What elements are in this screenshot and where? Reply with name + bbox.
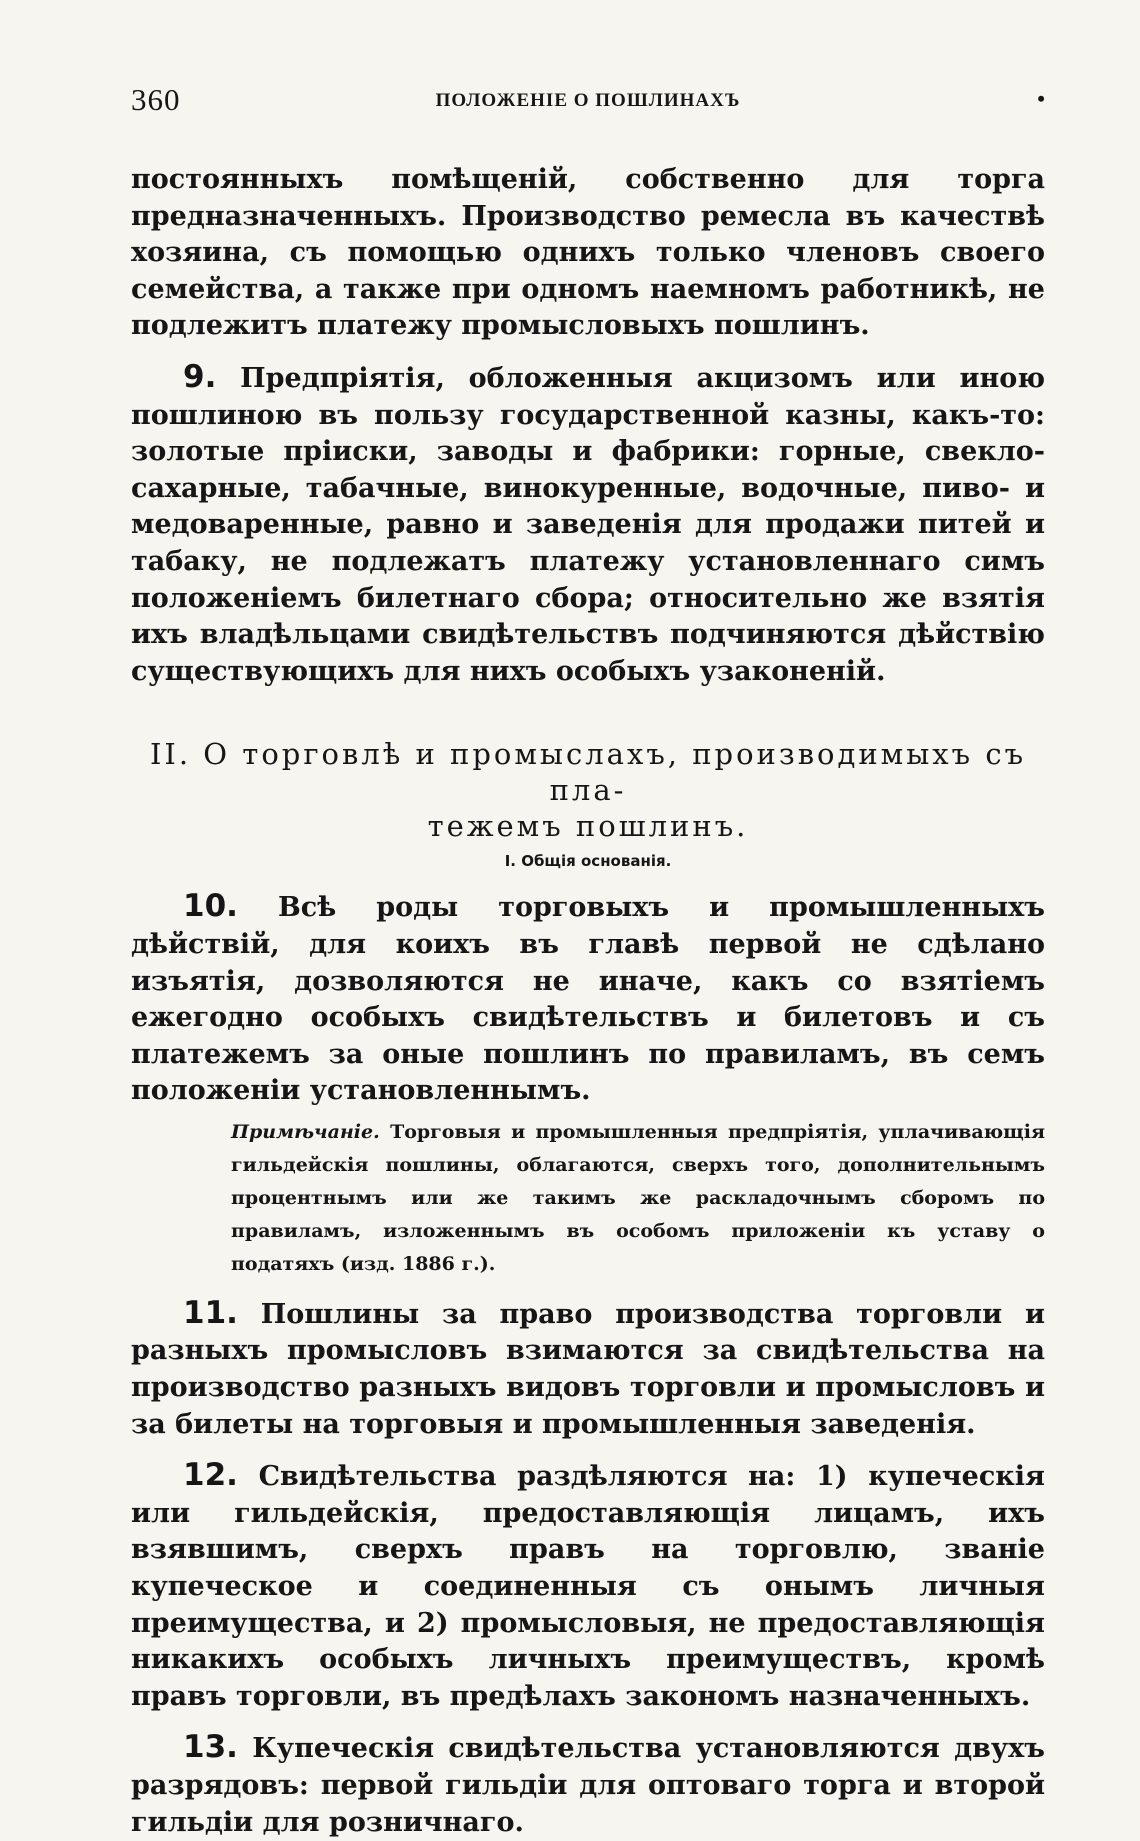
paragraph-text: постоянныхъ помѣщеній, собственно для торга предназначенныхъ. Производство ремесла въ качествѣ хозяина, съ помощью однихъ только членовъ своего семейства, а также при одномъ наемномъ работникѣ, не подлежитъ платежу промысловыхъ пошлинъ. bbox=[131, 164, 1045, 342]
section-heading bbox=[131, 736, 1045, 844]
section-heading-line-2: тежемъ пошлинъ. bbox=[427, 809, 749, 844]
article-9 bbox=[131, 359, 1045, 690]
article-12 bbox=[131, 1457, 1045, 1715]
article-number: 12. bbox=[183, 1457, 238, 1494]
article-text: Предпріятія, обложенныя акцизомъ или иною пошлиною въ пользу государственной казны, какъ-то: золотые пріиски, заводы и фабрики: горные, свекло-сахарные, табачные, винокуренные, водочные, пиво- и медоваренные, равно и заведенія для продажи питей и табаку, не подлежатъ платежу установленнаго симъ положеніемъ билетнаго сбора; относительно же взятія ихъ владѣльцами свидѣтельствъ подчиняются дѣйствію существующихъ для нихъ особыхъ узаконеній. bbox=[131, 362, 1046, 687]
note-text: Торговыя и промышленныя предпріятія, уплачивающія гильдейскія пошлины, облагаются, сверхъ того, дополнительнымъ процентнымъ или же такимъ же раскладочнымъ сборомъ по правиламъ, изложеннымъ въ особомъ приложеніи къ уставу о податяхъ (изд. 1886 г.). bbox=[231, 1120, 1045, 1275]
article-number: 10. bbox=[183, 888, 238, 925]
page-content bbox=[131, 162, 1045, 1841]
article-number: 9. bbox=[183, 358, 217, 395]
article-11 bbox=[131, 1295, 1045, 1443]
article-text: Купеческія свидѣтельства установляются двухъ разрядовъ: первой гильдіи для оптоваго торга и второй гильдіи для розничнаго. bbox=[131, 1733, 1045, 1838]
article-number: 13. bbox=[183, 1729, 238, 1766]
header-mark: • bbox=[1037, 86, 1045, 111]
article-13 bbox=[131, 1729, 1045, 1841]
article-text: Всѣ роды торговыхъ и промышленныхъ дѣйствій, для коихъ въ главѣ первой не сдѣлано изъятія, дозволяются не иначе, какъ со взятіемъ ежегодно особыхъ свидѣтельствъ и билетовъ и съ платежемъ за оные пошлинъ по правиламъ, въ семъ положеніи установленнымъ. bbox=[131, 892, 1045, 1107]
running-head bbox=[131, 82, 1045, 126]
section-heading-line-1: II. О торговлѣ и промыслахъ, производимыхъ съ пла- bbox=[149, 737, 1027, 808]
article-text: Пошлины за право производства торговли и разныхъ промысловъ взимаются за свидѣтельства на производство разныхъ видовъ торговли и промысловъ и за билеты на торговыя и промышленныя заведенія. bbox=[131, 1298, 1045, 1440]
page-number: 360 bbox=[131, 82, 181, 117]
subsection-heading: I. Общія основанія. bbox=[504, 852, 672, 871]
footnote-remark bbox=[131, 1116, 1045, 1281]
paragraph-continuation bbox=[131, 162, 1045, 345]
running-title: ПОЛОЖЕНІЕ О ПОШЛИНАХЪ bbox=[435, 90, 741, 111]
article-10 bbox=[131, 888, 1045, 1110]
article-text: Свидѣтельства раздѣляются на: 1) купеческія или гильдейскія, предоставляющія лицамъ, ихъ взявшимъ, сверхъ правъ на торговлю, званіе купеческое и соединенныя съ онымъ личныя преимущества, и 2) промысловыя, не предоставляющія никакихъ особыхъ личныхъ преимуществъ, кромѣ правъ торговли, въ предѣлахъ закономъ назначенныхъ. bbox=[131, 1461, 1045, 1712]
note-label: Примѣчаніе. bbox=[231, 1120, 380, 1143]
article-number: 11. bbox=[183, 1294, 238, 1331]
